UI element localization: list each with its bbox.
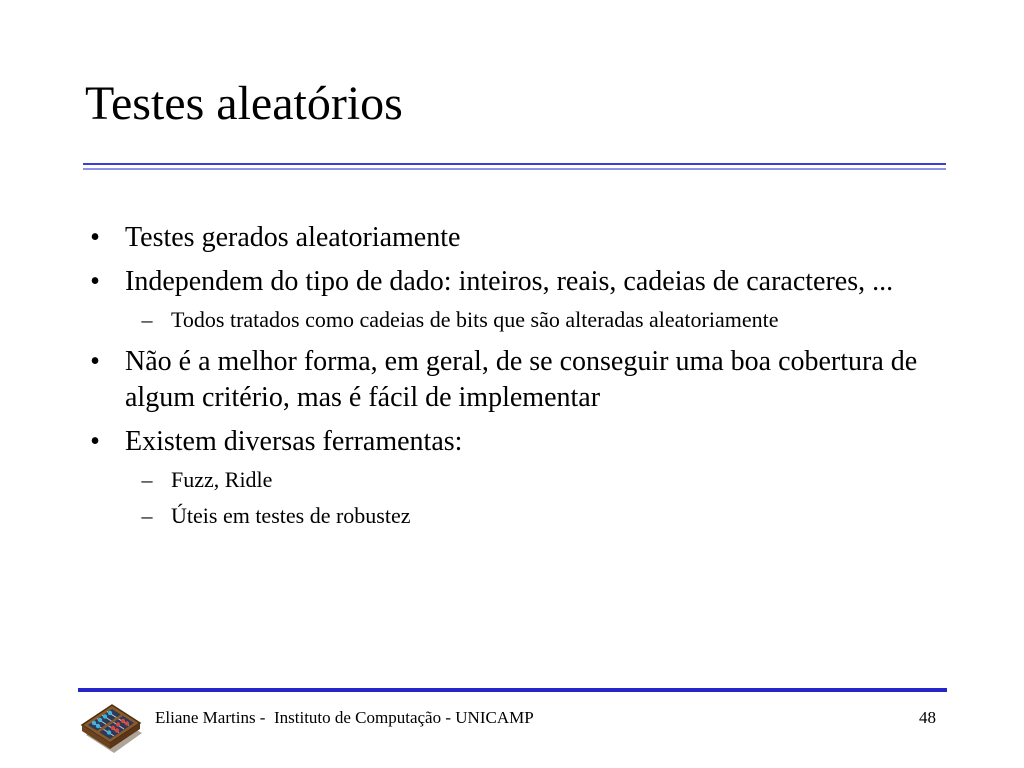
bullet-marker: • <box>90 346 100 377</box>
bullet-text: Independem do tipo de dado: inteiros, reais, cadeias de caracteres, ... <box>125 266 894 297</box>
sub-bullet-item <box>85 306 965 334</box>
bullet-marker: • <box>90 426 100 457</box>
sub-bullet-marker: – <box>141 503 153 528</box>
footer-divider <box>78 688 947 692</box>
sub-bullet-item <box>85 502 965 530</box>
title-divider-line-top <box>83 163 946 165</box>
bullet-text: Testes gerados aleatoriamente <box>125 222 461 253</box>
sub-bullet-text: Fuzz, Ridle <box>171 467 273 492</box>
page-number: 48 <box>919 708 936 727</box>
title-divider <box>83 163 946 171</box>
sub-bullet-text: Úteis em testes de robustez <box>171 503 411 528</box>
title-divider-line-bottom <box>83 168 946 170</box>
slide-title: Testes aleatórios <box>85 77 403 130</box>
bullet-item <box>85 220 965 256</box>
sub-bullet-marker: – <box>141 467 153 492</box>
bullet-item <box>85 264 965 300</box>
abacus-icon <box>78 695 146 757</box>
sub-bullet-marker: – <box>141 307 153 332</box>
sub-bullet-item <box>85 466 965 494</box>
bullet-text: Não é a melhor forma, em geral, de se conseguir uma boa cobertura de algum critério, mas é fácil de implementar <box>125 346 918 413</box>
bullet-text: Existem diversas ferramentas: <box>125 426 463 457</box>
bullet-marker: • <box>90 222 100 253</box>
bullet-marker: • <box>90 266 100 297</box>
footer-author: Eliane Martins - Instituto de Computação - UNICAMP <box>155 708 534 727</box>
bullet-item <box>85 424 965 460</box>
sub-bullet-text: Todos tratados como cadeias de bits que são alteradas aleatoriamente <box>171 307 779 332</box>
slide-content <box>85 220 965 540</box>
bullet-item <box>85 344 965 416</box>
